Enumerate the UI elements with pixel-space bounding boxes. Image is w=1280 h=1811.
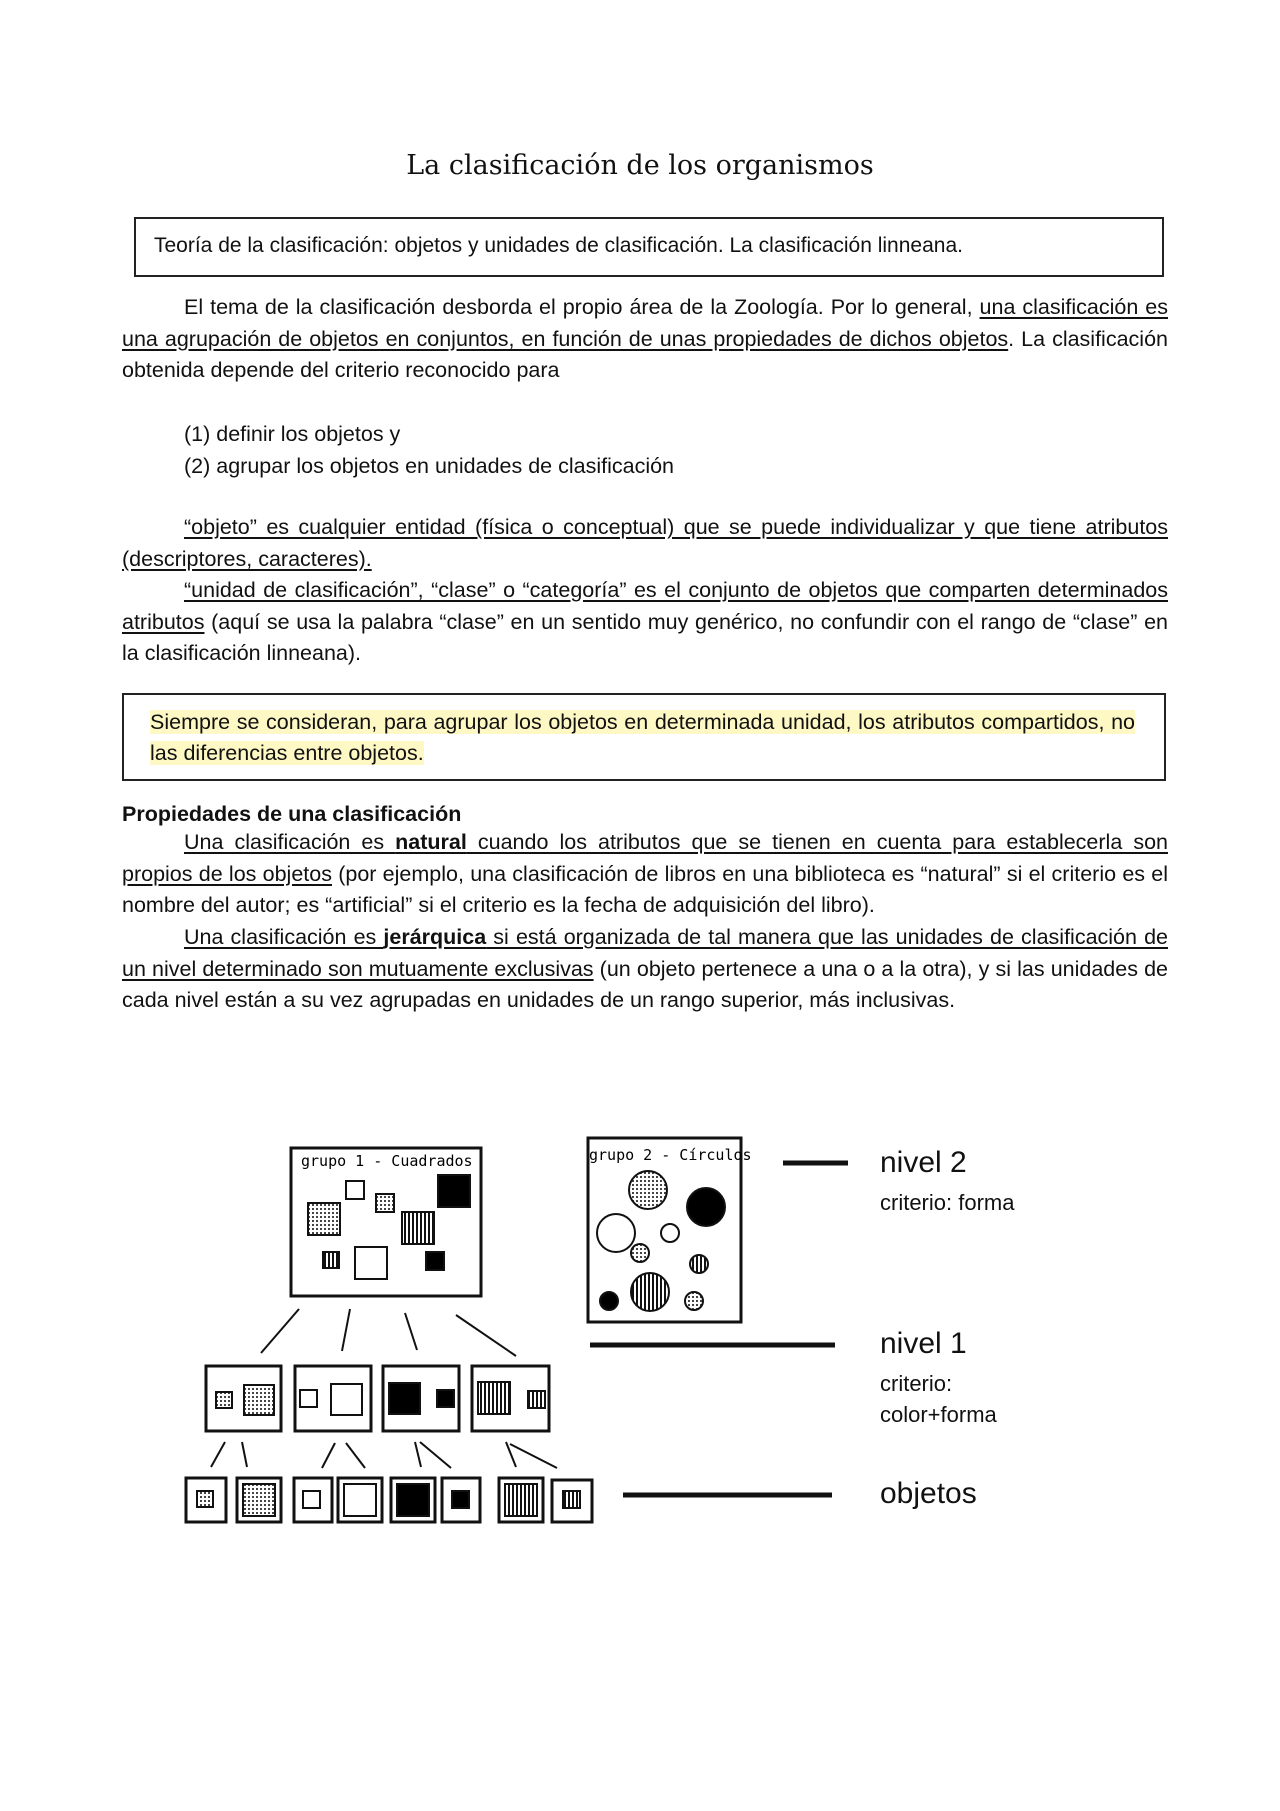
- nivel1-criterio-b: color+forma: [880, 1402, 997, 1427]
- jer-tail: (un objeto pertenece a una o a la otra), y si las unidades de cada nivel están a su vez agrupadas en unidades de un rango superior, más inclusivas.: [122, 956, 1168, 1012]
- striped-large-square: [402, 1212, 434, 1244]
- objetos-label: objetos: [880, 1477, 977, 1510]
- dotted-tiny-circle: [685, 1292, 703, 1310]
- nivel1-criterio: [880, 1368, 997, 1430]
- white-small-square: [346, 1181, 364, 1199]
- striped-small-circle: [690, 1255, 708, 1273]
- natural-post: cuando los atributos que se tienen en cuenta para establecerla son propios de los objetos: [122, 830, 1168, 886]
- connectors-level-2: [261, 1309, 516, 1356]
- black-large-square: [438, 1175, 470, 1207]
- list-item: (2) agrupar los objetos en unidades de clasificación: [184, 454, 675, 478]
- group-1-box: [291, 1148, 481, 1296]
- nivel2-label: nivel 2: [880, 1146, 967, 1179]
- dotted-small-circle: [631, 1244, 649, 1262]
- dotted-small-square: [376, 1194, 394, 1212]
- highlighted-note: Siempre se consideran, para agrupar los objetos en determinada unidad, los atributos compartidos, no las diferencias entre objetos.: [150, 710, 1135, 765]
- jer-pre: Una clasificación es: [184, 925, 384, 949]
- striped-large-circle: [631, 1273, 669, 1311]
- white-large-square: [355, 1247, 387, 1279]
- list-item: (1) definir los objetos y: [184, 422, 401, 446]
- jer-bold: jerárquica: [383, 925, 487, 949]
- dotted-large-circle: [629, 1171, 667, 1209]
- black-small-circle: [600, 1292, 618, 1310]
- connectors-level-1: [211, 1442, 557, 1468]
- black-large-circle: [687, 1188, 725, 1226]
- topic-text: Teoría de la clasificación: objetos y unidades de clasificación. La clasificación linneana.: [154, 234, 963, 257]
- striped-small-square: [323, 1252, 339, 1268]
- properties-heading: Propiedades de una clasificación: [122, 802, 462, 826]
- group-1-label: grupo 1 - Cuadrados: [301, 1152, 473, 1170]
- intro-tail: . La clasificación obtenida depende del criterio reconocido para: [122, 326, 1168, 382]
- intro-underlined: una clasificación es una agrupación de objetos en conjuntos, en función de unas propiedades de dichos objetos: [122, 295, 1168, 351]
- dotted-large-square: [308, 1203, 340, 1235]
- intro-lead: El tema de la clasificación desborda el propio área de la Zoología. Por lo general,: [184, 295, 973, 319]
- white-small-circle: [661, 1224, 679, 1242]
- group-2-label: grupo 2 - Círculos: [589, 1146, 752, 1164]
- objects-row: [186, 1478, 592, 1522]
- natural-tail: (por ejemplo, una clasificación de libros en una biblioteca es “natural” si el criterio es el nombre del autor; es “artificial” si el criterio es la fecha de adquisición del libro).: [122, 861, 1168, 917]
- definition-unidad-tail: (aquí se usa la palabra “clase” en un sentido muy genérico, no confundir con el rango de “clase” en la clasificación linneana).: [122, 609, 1168, 665]
- definition-unidad-underlined: “unidad de clasificación”, “clase” o “categoría” es el conjunto de objetos que comparten determinados atributos: [122, 578, 1168, 634]
- nivel2-criterio: criterio: forma: [880, 1190, 1015, 1215]
- natural-bold: natural: [395, 830, 467, 854]
- group-2-box: [588, 1138, 752, 1322]
- nivel1-label: nivel 1: [880, 1327, 967, 1360]
- black-small-square: [426, 1252, 444, 1270]
- page-title: La clasificación de los organismos: [406, 150, 874, 181]
- natural-pre: Una clasificación es: [184, 830, 396, 854]
- jer-post: si está organizada de tal manera que las unidades de clasificación de un nivel determinado son mutuamente exclusivas: [122, 925, 1168, 981]
- definition-objeto-text: “objeto” es cualquier entidad (física o conceptual) que se puede individualizar y que tiene atributos (descriptores, caracteres).: [122, 515, 1168, 571]
- nivel1-criterio-a: criterio:: [880, 1371, 953, 1396]
- white-large-circle: [597, 1214, 635, 1252]
- level-1-groups: [206, 1366, 549, 1431]
